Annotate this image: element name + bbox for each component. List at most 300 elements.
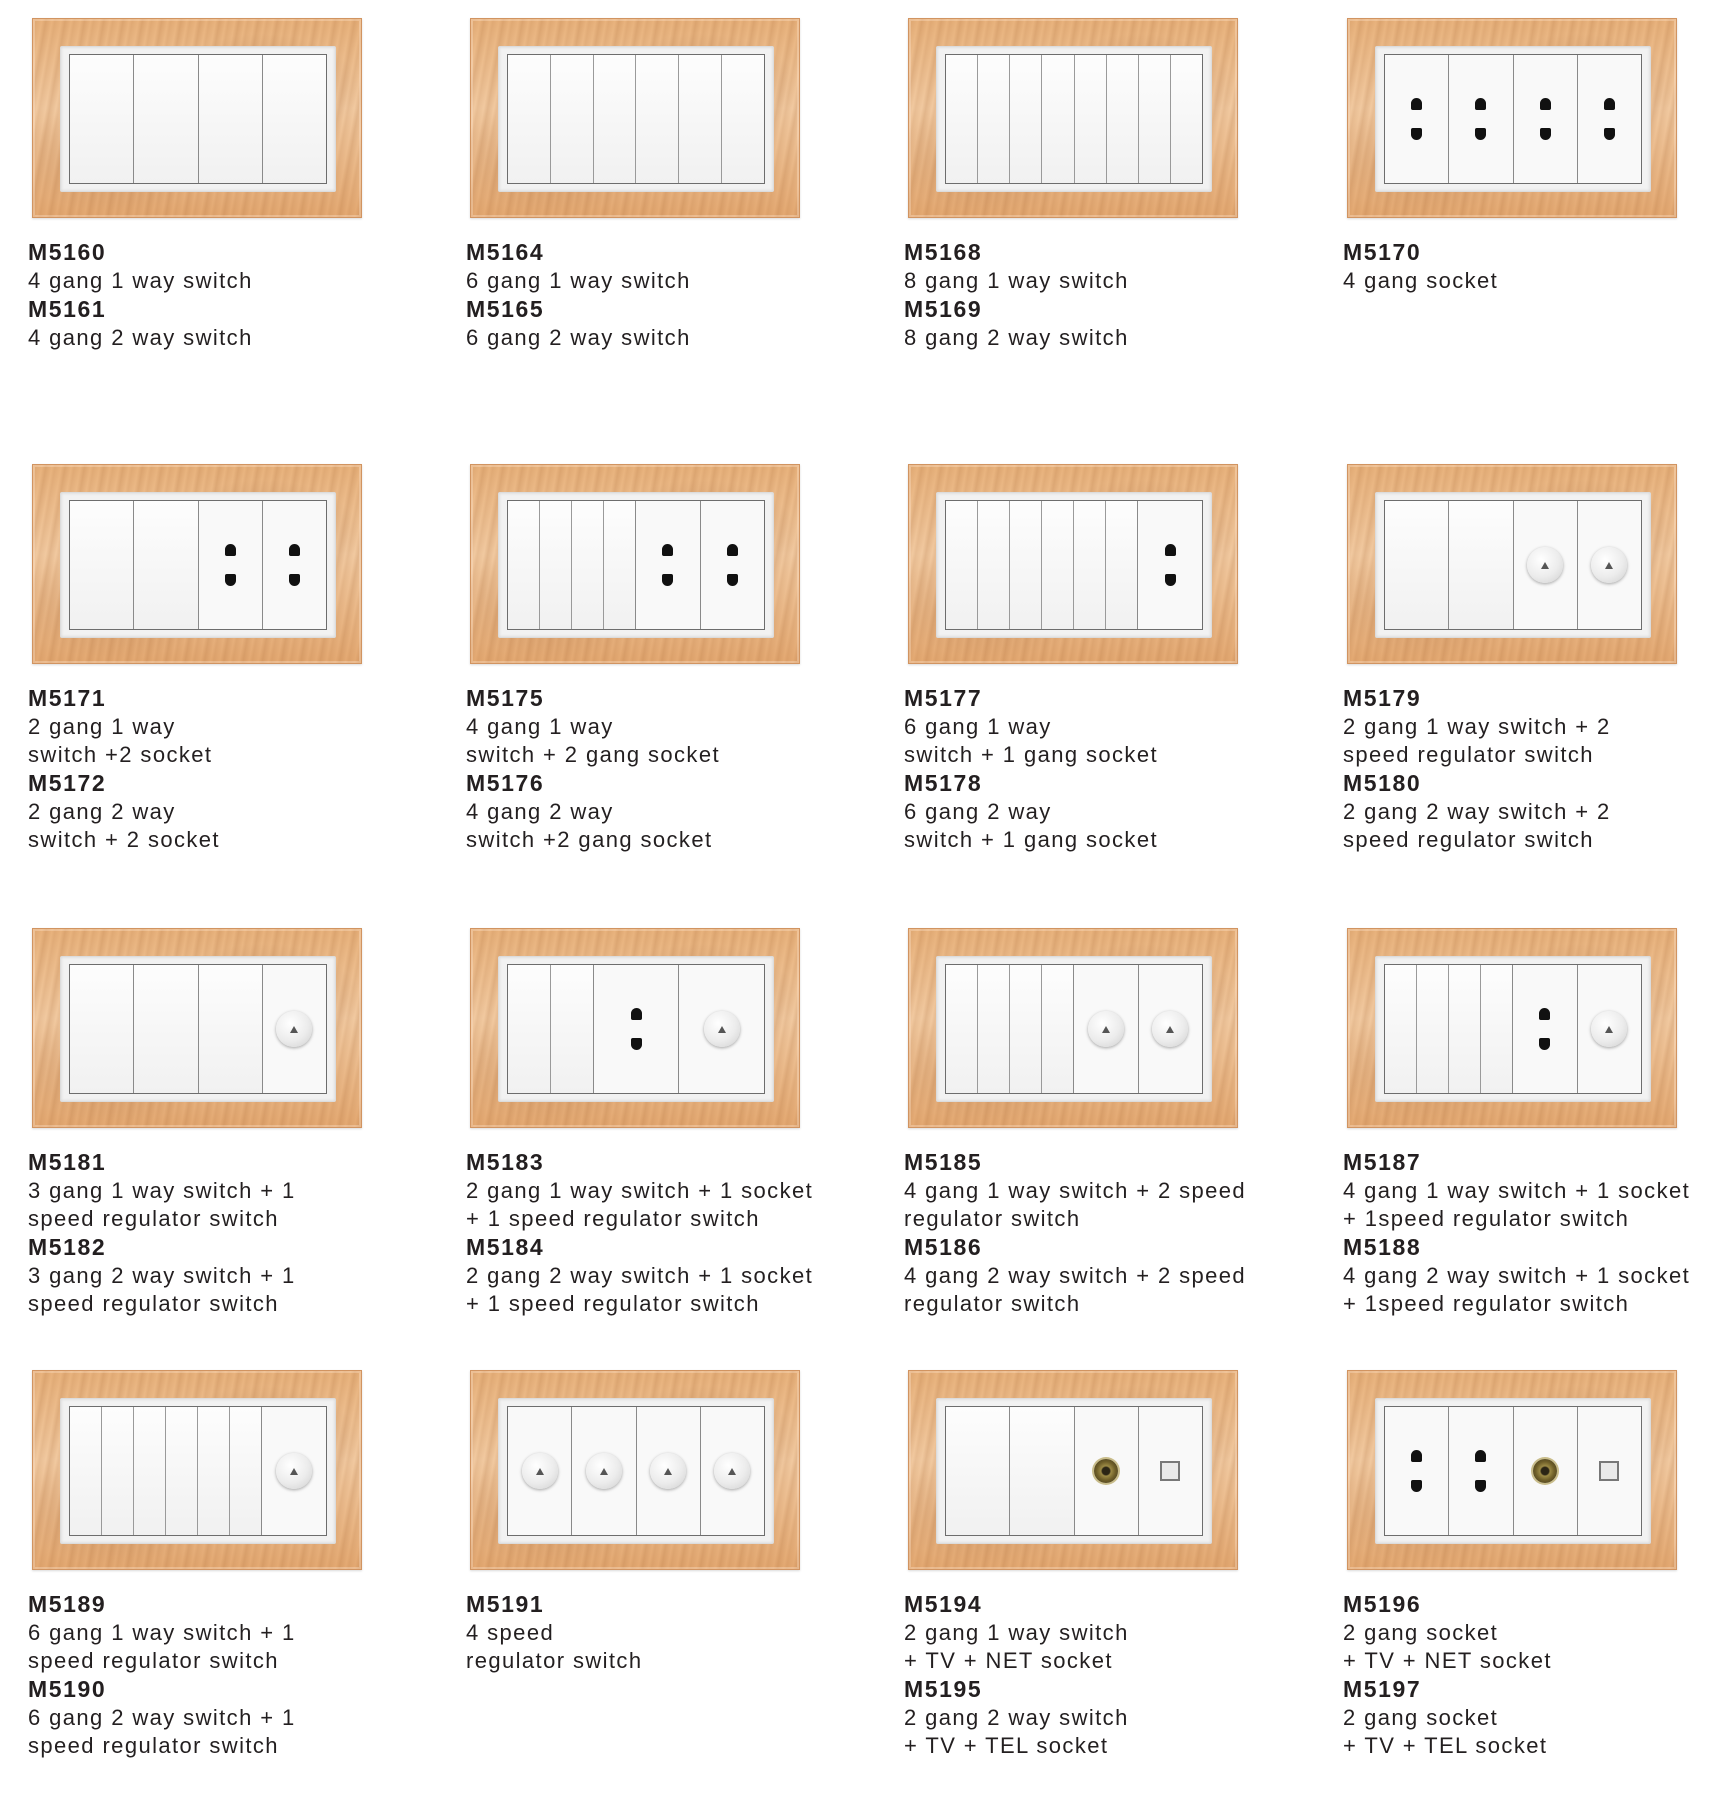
product-code: M5165 [466,296,545,322]
product-desc-line: speed regulator switch [28,1206,279,1231]
product-desc-line: 4 gang 2 way switch + 1 socket [1343,1263,1691,1288]
regulator-knob[interactable] [522,1453,558,1489]
knob-indicator-icon [728,1468,736,1475]
product-code: M5170 [1343,239,1422,265]
product-desc-line: switch + 2 gang socket [466,742,720,767]
regulator-knob[interactable] [1591,1011,1627,1047]
switch-rocker-key[interactable] [230,1407,261,1535]
module-switch [508,55,764,183]
regulator-knob[interactable] [1527,547,1563,583]
wall-plate-image[interactable] [1347,928,1677,1128]
product-code: M5195 [904,1676,983,1702]
module-net [1139,1407,1202,1535]
product-desc-line: 3 gang 1 way switch + 1 [28,1178,296,1203]
switch-rocker-key[interactable] [1139,55,1171,183]
product-card [904,18,1324,438]
switch-rocker-key[interactable] [1074,501,1106,629]
product-desc-line: 2 gang 1 way [28,714,176,739]
switch-rocker-key[interactable] [1010,501,1042,629]
module-switch [946,1407,1010,1535]
product-code: M5187 [1343,1149,1422,1175]
switch-rocker-key[interactable] [604,501,635,629]
product-card [466,928,886,1348]
product-code: M5191 [466,1591,545,1617]
product-desc-line: 6 gang 2 way switch + 1 [28,1705,296,1730]
module-switch [70,501,134,629]
socket-pin-hole-icon [1411,1450,1422,1462]
module-switch [70,965,134,1093]
knob-indicator-icon [600,1468,608,1475]
network-jack-icon [1599,1461,1619,1481]
switch-rocker-key[interactable] [722,55,764,183]
product-desc-line: 8 gang 1 way switch [904,268,1129,293]
switch-rocker-key[interactable] [978,55,1010,183]
wall-plate-image[interactable] [470,18,800,218]
product-description [904,1148,1334,1318]
module-socket [1385,1407,1449,1535]
module-socket [1449,1407,1513,1535]
socket-pin-hole-icon [662,544,673,556]
product-desc-line: switch + 1 gang socket [904,827,1158,852]
product-desc-line: switch + 2 socket [28,827,220,852]
switch-rocker-key[interactable] [1106,501,1137,629]
socket-pin-hole-icon [631,1008,642,1020]
switch-rocker-key[interactable] [1171,55,1202,183]
module-socket [1513,965,1578,1093]
product-desc-line: 2 gang 1 way switch + 1 socket [466,1178,814,1203]
module-regulator [508,1407,572,1535]
module-regulator [1514,501,1578,629]
product-code: M5161 [28,296,107,322]
knob-indicator-icon [290,1026,298,1033]
wall-plate-image[interactable] [1347,464,1677,664]
product-desc-line: regulator switch [904,1291,1081,1316]
plate-modules [1384,1406,1642,1536]
module-socket [1449,55,1513,183]
plate-inner-frame [1375,956,1651,1102]
switch-rocker-key[interactable] [1385,501,1448,629]
regulator-knob[interactable] [1152,1011,1188,1047]
module-regulator [701,1407,764,1535]
product-card [28,18,448,438]
socket-pin-hole-icon [289,544,300,556]
module-regulator [262,1407,326,1535]
product-desc-line: 2 gang socket [1343,1620,1499,1645]
module-switch [70,55,134,183]
regulator-knob[interactable] [714,1453,750,1489]
socket-pin-hole-icon [225,574,236,586]
product-description [28,1148,458,1318]
module-switch [946,55,1202,183]
product-code: M5169 [904,296,983,322]
plate-inner-frame [60,46,336,192]
plate-inner-frame [936,1398,1212,1544]
product-description [466,684,896,854]
switch-rocker-key[interactable] [594,55,637,183]
switch-rocker-key[interactable] [1010,1407,1073,1535]
plate-modules [1384,54,1642,184]
socket-pin-hole-icon [1411,128,1422,140]
product-code: M5178 [904,770,983,796]
switch-rocker-key[interactable] [263,55,326,183]
wall-plate-image[interactable] [32,1370,362,1570]
module-switch [1010,1407,1074,1535]
plate-inner-frame [936,956,1212,1102]
module-regulator [572,1407,636,1535]
regulator-knob[interactable] [1591,547,1627,583]
wall-plate-image[interactable] [908,18,1238,218]
wall-plate-image[interactable] [470,1370,800,1570]
product-desc-line: speed regulator switch [1343,742,1594,767]
wall-plate-image[interactable] [32,464,362,664]
switch-rocker-key[interactable] [946,55,978,183]
switch-rocker-key[interactable] [102,1407,134,1535]
product-desc-line: 6 gang 2 way [904,799,1052,824]
product-desc-line: 4 gang 1 way switch + 2 speed [904,1178,1247,1203]
module-socket [701,501,765,629]
product-desc-line: regulator switch [904,1206,1081,1231]
plate-modules [1384,964,1642,1094]
product-desc-line: 3 gang 2 way switch + 1 [28,1263,296,1288]
product-desc-line: 2 gang 2 way switch [904,1705,1129,1730]
plate-inner-frame [498,492,774,638]
switch-rocker-key[interactable] [636,55,679,183]
wall-plate-image[interactable] [1347,18,1677,218]
product-card [1343,18,1717,438]
product-desc-line: 6 gang 1 way switch [466,268,691,293]
product-desc-line: regulator switch [466,1648,643,1673]
wall-plate-image[interactable] [1347,1370,1677,1570]
plate-modules [945,1406,1203,1536]
product-code: M5186 [904,1234,983,1260]
knob-indicator-icon [1102,1026,1110,1033]
knob-indicator-icon [664,1468,672,1475]
product-desc-line: 4 gang 2 way [466,799,614,824]
product-code: M5177 [904,685,983,711]
wall-plate-image[interactable] [908,1370,1238,1570]
module-switch [508,501,636,629]
module-regulator [1578,965,1642,1093]
regulator-knob[interactable] [704,1011,740,1047]
product-code: M5184 [466,1234,545,1260]
product-desc-line: switch +2 socket [28,742,213,767]
tv-coax-port-icon [1533,1459,1557,1483]
switch-rocker-key[interactable] [199,55,262,183]
product-desc-line: 4 speed [466,1620,555,1645]
product-code: M5183 [466,1149,545,1175]
plate-inner-frame [498,46,774,192]
switch-rocker-key[interactable] [1042,501,1074,629]
plate-inner-frame [1375,492,1651,638]
plate-inner-frame [60,1398,336,1544]
socket-pin-hole-icon [1165,544,1176,556]
socket-pin-hole-icon [1475,1450,1486,1462]
module-switch [1449,501,1513,629]
module-socket [1514,55,1578,183]
module-socket [636,501,701,629]
switch-rocker-key[interactable] [540,501,572,629]
regulator-knob[interactable] [586,1453,622,1489]
switch-rocker-key[interactable] [508,965,551,1093]
plate-inner-frame [936,492,1212,638]
plate-modules [507,54,765,184]
product-code: M5197 [1343,1676,1422,1702]
knob-indicator-icon [718,1026,726,1033]
product-desc-line: + 1speed regulator switch [1343,1206,1630,1231]
module-switch [199,965,263,1093]
regulator-knob[interactable] [1088,1011,1124,1047]
product-card [1343,1370,1717,1790]
switch-rocker-key[interactable] [679,55,722,183]
plate-modules [507,500,765,630]
module-net [1578,1407,1641,1535]
product-card [904,928,1324,1348]
knob-indicator-icon [1541,562,1549,569]
module-switch [199,55,263,183]
product-desc-line: 2 gang 1 way switch + 2 [1343,714,1611,739]
wall-plate-image[interactable] [470,928,800,1128]
plate-inner-frame [60,492,336,638]
product-desc-line: 4 gang 1 way switch + 1 socket [1343,1178,1691,1203]
module-tv [1514,1407,1578,1535]
module-switch [263,55,326,183]
product-card [904,1370,1324,1790]
switch-rocker-key[interactable] [198,1407,230,1535]
product-description [28,1590,458,1760]
product-desc-line: switch + 1 gang socket [904,742,1158,767]
product-desc-line: speed regulator switch [28,1733,279,1758]
switch-rocker-key[interactable] [946,1407,1009,1535]
product-desc-line: 6 gang 2 way switch [466,325,691,350]
socket-pin-hole-icon [727,574,738,586]
product-code: M5168 [904,239,983,265]
switch-rocker-key[interactable] [134,55,197,183]
product-desc-line: switch +2 gang socket [466,827,713,852]
knob-indicator-icon [1605,1026,1613,1033]
switch-rocker-key[interactable] [1449,501,1512,629]
switch-rocker-key[interactable] [551,965,593,1093]
socket-pin-hole-icon [727,544,738,556]
switch-rocker-key[interactable] [946,501,978,629]
module-regulator [1578,501,1641,629]
plate-inner-frame [1375,1398,1651,1544]
switch-rocker-key[interactable] [70,55,133,183]
product-desc-line: speed regulator switch [28,1648,279,1673]
knob-indicator-icon [1605,562,1613,569]
wall-plate-image[interactable] [470,464,800,664]
product-description [466,238,896,352]
product-description [904,238,1334,352]
socket-pin-hole-icon [631,1038,642,1050]
product-code: M5171 [28,685,107,711]
module-socket [1138,501,1202,629]
product-desc-line: 2 gang 2 way [28,799,176,824]
socket-pin-hole-icon [1475,128,1486,140]
product-desc-line: + TV + NET socket [1343,1648,1552,1673]
switch-rocker-key[interactable] [1042,965,1073,1093]
product-desc-line: + 1speed regulator switch [1343,1291,1630,1316]
switch-rocker-key[interactable] [134,965,197,1093]
switch-rocker-key[interactable] [508,501,540,629]
product-desc-line: speed regulator switch [28,1291,279,1316]
product-code: M5176 [466,770,545,796]
module-regulator [679,965,764,1093]
socket-pin-hole-icon [1604,128,1615,140]
product-card [466,1370,886,1790]
switch-rocker-key[interactable] [70,1407,102,1535]
product-desc-line: 2 gang socket [1343,1705,1499,1730]
product-desc-line: 4 gang 1 way switch [28,268,253,293]
socket-pin-hole-icon [1539,1008,1550,1020]
switch-rocker-key[interactable] [1481,965,1512,1093]
product-code: M5179 [1343,685,1422,711]
product-card [466,464,886,884]
plate-modules [1384,500,1642,630]
product-card [28,464,448,884]
product-code: M5172 [28,770,107,796]
product-desc-line: 2 gang 2 way switch + 2 [1343,799,1611,824]
plate-modules [507,964,765,1094]
module-switch [134,55,198,183]
switch-rocker-key[interactable] [134,1407,166,1535]
wall-plate-image[interactable] [32,928,362,1128]
product-code: M5160 [28,239,107,265]
switch-rocker-key[interactable] [1010,55,1042,183]
switch-rocker-key[interactable] [508,55,551,183]
switch-rocker-key[interactable] [572,501,604,629]
product-description [466,1590,896,1675]
module-switch [1385,501,1449,629]
module-regulator [1074,965,1139,1093]
switch-rocker-key[interactable] [166,1407,198,1535]
module-switch [508,965,594,1093]
product-desc-line: 6 gang 1 way switch + 1 [28,1620,296,1645]
product-code: M5181 [28,1149,107,1175]
module-switch [134,965,198,1093]
plate-inner-frame [498,1398,774,1544]
plate-inner-frame [1375,46,1651,192]
network-jack-icon [1160,1461,1180,1481]
product-description [904,1590,1334,1760]
socket-pin-hole-icon [1475,98,1486,110]
regulator-knob[interactable] [650,1453,686,1489]
switch-rocker-key[interactable] [978,501,1010,629]
socket-pin-hole-icon [1540,128,1551,140]
switch-rocker-key[interactable] [70,501,133,629]
product-card [28,928,448,1348]
regulator-knob[interactable] [276,1011,312,1047]
product-desc-line: + 1 speed regulator switch [466,1206,760,1231]
plate-inner-frame [60,956,336,1102]
product-description [466,1148,896,1318]
socket-pin-hole-icon [1539,1038,1550,1050]
switch-rocker-key[interactable] [1385,965,1417,1093]
module-regulator [637,1407,701,1535]
product-desc-line: 4 gang 2 way switch + 2 speed [904,1263,1247,1288]
tv-coax-port-icon [1094,1459,1118,1483]
knob-indicator-icon [290,1468,298,1475]
product-code: M5188 [1343,1234,1422,1260]
product-desc-line: 6 gang 1 way [904,714,1052,739]
product-card [28,1370,448,1790]
socket-pin-hole-icon [1165,574,1176,586]
product-desc-line: 4 gang 2 way switch [28,325,253,350]
switch-rocker-key[interactable] [1042,55,1074,183]
product-code: M5185 [904,1149,983,1175]
module-switch [946,965,1074,1093]
socket-pin-hole-icon [1411,1480,1422,1492]
socket-pin-hole-icon [1540,98,1551,110]
switch-rocker-key[interactable] [1417,965,1449,1093]
plate-inner-frame [498,956,774,1102]
switch-rocker-key[interactable] [70,965,133,1093]
wall-plate-image[interactable] [908,464,1238,664]
plate-modules [945,964,1203,1094]
product-description [1343,1590,1717,1760]
knob-indicator-icon [536,1468,544,1475]
module-socket [1578,55,1641,183]
plate-modules [945,500,1203,630]
socket-pin-hole-icon [662,574,673,586]
switch-rocker-key[interactable] [199,965,262,1093]
plate-modules [69,964,327,1094]
plate-inner-frame [936,46,1212,192]
module-switch [134,501,198,629]
switch-rocker-key[interactable] [1107,55,1139,183]
socket-pin-hole-icon [1604,98,1615,110]
product-desc-line: speed regulator switch [1343,827,1594,852]
product-desc-line: 4 gang socket [1343,268,1499,293]
product-card [1343,464,1717,884]
product-description [904,684,1334,854]
product-code: M5182 [28,1234,107,1260]
plate-modules [945,54,1203,184]
wall-plate-image[interactable] [32,18,362,218]
product-description [28,684,458,854]
knob-indicator-icon [1166,1026,1174,1033]
module-switch [70,1407,262,1535]
socket-pin-hole-icon [289,574,300,586]
socket-pin-hole-icon [225,544,236,556]
product-desc-line: 2 gang 1 way switch [904,1620,1129,1645]
product-desc-line: + 1 speed regulator switch [466,1291,760,1316]
module-socket [594,965,680,1093]
switch-rocker-key[interactable] [1449,965,1481,1093]
module-regulator [263,965,326,1093]
product-code: M5190 [28,1676,107,1702]
switch-rocker-key[interactable] [946,965,978,1093]
module-tv [1075,1407,1139,1535]
switch-rocker-key[interactable] [134,501,197,629]
product-description [28,238,458,352]
plate-modules [69,1406,327,1536]
product-description [1343,1148,1717,1318]
regulator-knob[interactable] [276,1453,312,1489]
product-code: M5180 [1343,770,1422,796]
switch-rocker-key[interactable] [978,965,1010,1093]
switch-rocker-key[interactable] [1075,55,1107,183]
switch-rocker-key[interactable] [551,55,594,183]
product-code: M5164 [466,239,545,265]
product-desc-line: 4 gang 1 way [466,714,614,739]
product-desc-line: + TV + TEL socket [1343,1733,1548,1758]
plate-modules [507,1406,765,1536]
switch-rocker-key[interactable] [1010,965,1042,1093]
module-regulator [1139,965,1203,1093]
module-socket [1385,55,1449,183]
wall-plate-image[interactable] [908,928,1238,1128]
product-card [466,18,886,438]
